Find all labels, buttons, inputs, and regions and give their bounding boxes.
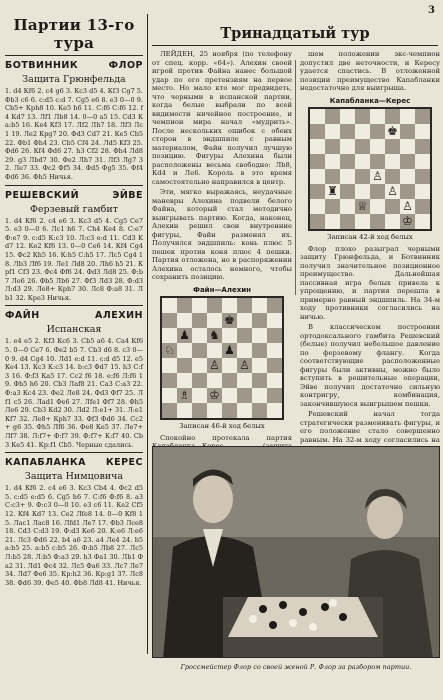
- board-square: [385, 199, 400, 214]
- board-square: [192, 298, 207, 313]
- board-square: [400, 139, 415, 154]
- board-subcaption: Записан 46-й ход белых: [179, 421, 265, 430]
- game-moves: 1. d4 Кf6 2. c4 e6 3. Кс3 Сb4 4. Фc2 d5 5. c:d5 e:d5 6. Сg5 h6 7. С:f6 Ф:f6 8. a3 С:c3+ 9. Ф:c3 0—0 10. e3 c6 11. Кe2 Сf5 12. Кf4 Кd7 13. Сe2 Лfe8 14. 0—0 Кf8 15. Лac1 Лac8 16. Лfd1 Лe7 17. Фb3 Лce8 18. Сd3 С:d3 19. Ф:d3 Кe6 20. К:e6 Л:e6 21. Лc3 Фd6 22. b4 a6 23. a4 Лe4 24. b5 a:b5 25. a:b5 c:b5 26. Ф:b5 Лb8 27. Лc5 Л:b5 28. Л:b5 Ф:a3 29. h3 Фa1 30. Лb1 Фa2 31. Лd1 Фc4 32. Лc5 Фa6 33. Лc7 Лe7 34. Лd7 Фe6 35. Кр:h2 36. Кр:g1 37. Лс8 38. Фd6 39. Фe5 40. Фb8 Лd8 41. Ничья.: [5, 484, 143, 587]
- board-square: [415, 184, 430, 199]
- board-square: [267, 343, 282, 358]
- board-square: [355, 214, 370, 229]
- board-square: [192, 403, 207, 418]
- black-player: ФЛОР: [108, 60, 143, 71]
- board-square: [222, 388, 237, 403]
- board-square: [177, 343, 192, 358]
- board-square: [355, 109, 370, 124]
- board-square: [310, 139, 325, 154]
- game-3: [5, 310, 143, 449]
- black-player: АЛЕХИН: [95, 310, 143, 322]
- board-square: [222, 328, 237, 343]
- press-photo: [152, 446, 440, 658]
- board-square: [325, 124, 340, 139]
- board-square: [385, 154, 400, 169]
- board-square: [207, 343, 222, 358]
- game-moves: 1. e4 e5 2. Кf3 Кс6 3. Сb5 a6 4. Сa4 Кf6 5. 0—0 Сe7 6. Фe2 b5 7. Сb3 d6 8. c3 0—0 9. d4 Сg4 10. Лd1 e:d 11. c:d d5 12. е5 Кe4 13. Кc3 К:c3 14. b:c3 Фd7 15. h3 С:f3 16. Ф:f3 Кa5 17. Сc2 f6 18. e:f6 Л:f6 19. Фh5 h6 20. Сb3 Лaf8 21. Сa3 С:а3 22. Ф:a3 Кc4 23. Фe2 Лe8 24. Фd3 Фf7 25. Лf1 c5 26. Лad1 Фe6 27. Лfe1 Фf7 28. Фh5 Лe6 29. Сb3 Кd2 30. Лd2 Л:e1+ 31. Л:e1 Кf7 32. Лe8+ Крh7 33. Фf3 Фd6 34. Сc2+ g6 35. Фh5 Лf6 36. Фe8 Кe5 37. Лe7+ Лf7 38. Л:f7+ Ф:f7 39. Ф:f7+ К:f7 40. Сb3 Кe5 41. Кр:f1 Сb5. Черные сдались.: [5, 337, 143, 449]
- board-square: [237, 343, 252, 358]
- board-square: [192, 388, 207, 403]
- board-square: [192, 313, 207, 328]
- board-square: [370, 154, 385, 169]
- board-square: [310, 124, 325, 139]
- board-square: [385, 109, 400, 124]
- article-paragraph: В классическом построении ортодоксального гамбита Решевский (белые) получил небольшое давление по ферзевому флангу. Когда соответствующие расположенные фигуры были активны, можно было вступить в решительные операции, Эйве получил достаточно сильную контригру, комбинация, закончившуюся выигрышем пешки.: [300, 323, 440, 408]
- board-square: [267, 358, 282, 373]
- board-square: [325, 214, 340, 229]
- board-square: [400, 109, 415, 124]
- board-square: [252, 403, 267, 418]
- board-square: [415, 214, 430, 229]
- chess-piece: ♙: [207, 358, 222, 373]
- title-rule: [152, 45, 438, 46]
- chess-piece: ♙: [237, 358, 252, 373]
- board-square: [222, 403, 237, 418]
- photo-caption: Гроссмейстер Флор со своей женой Р. Флор за разбором партии.: [180, 663, 412, 671]
- game-moves: 1. d4 Кf6 2. c4 g6 3. Кс3 d5 4. Кf3 Сg7 5. Фb3 c6 6. с:d5 c:d 7. Сg5 e6 8. e3 0—0 9. Сb5+ Крh8 10. Ке5 h6 11. С:f6 С:f6 12. f4 Кd7 13. Лf1 Лb8 14. 0—0 a5 15. Сd3 Ка:b5 16. Кe4 Кf3 17. Лf2 Лh7 18. Лf3 Лс1 19. Ле2 Кpg7 20. Фd3 Сd7 21. Кe5 Сb5 22. Фb1 Фh4 23. Сb5 Сf4 24. Лd5 Kf3 25. Фd6 26. Кf4 Фd6 27. h3 Сf2 28. Фh4 Лd8 29. g3 Лbd7 30. Фе2 Лh7 31. Лf3 Лg7 32. Лe7 33. Фс2 Фf5 34. Фd5 Фg5 35. Фf4 Фd6 36. Фh5 Ничья.: [5, 87, 143, 181]
- board-square: [325, 109, 340, 124]
- board-square: [237, 403, 252, 418]
- chess-piece: ♟: [222, 343, 237, 358]
- board-square: [340, 124, 355, 139]
- board-square: [237, 313, 252, 328]
- board-square: [162, 403, 177, 418]
- chess-piece: ♙: [370, 169, 385, 184]
- game-players: [5, 310, 143, 321]
- game-players: [5, 190, 143, 201]
- board-square: [267, 313, 282, 328]
- board-square: [370, 109, 385, 124]
- chess-piece: ♗: [177, 388, 192, 403]
- board-square: [162, 313, 177, 328]
- board-square: [222, 358, 237, 373]
- board-square: [252, 298, 267, 313]
- game-2: [5, 190, 143, 303]
- board-square: [192, 328, 207, 343]
- chess-piece: ♞: [207, 328, 222, 343]
- board-square: [415, 169, 430, 184]
- board-square: [252, 373, 267, 388]
- board-square: [162, 358, 177, 373]
- board-square: [252, 313, 267, 328]
- chess-piece: ♟: [177, 328, 192, 343]
- article-paragraph: шем положении экс-чемпион допустил две неточности, и Кересу удается спастись. В отложенной позиции преимущество Капабланки недостаточно для выигрыша.: [300, 50, 440, 92]
- games-column-title: Партии 13-го тура: [13, 16, 135, 52]
- chess-piece: ♙: [400, 199, 415, 214]
- board-square: [162, 388, 177, 403]
- inner-column-divider: [295, 60, 296, 295]
- page-number: 3: [428, 5, 435, 16]
- board-square: [385, 169, 400, 184]
- chess-piece: ♔: [207, 388, 222, 403]
- article-paragraph: Решевский начал тогда стратегически разменивать фигуры, и его положение стало совершенно равным. На 32-м ходу согласились на: [300, 410, 440, 444]
- column-divider: [147, 14, 148, 654]
- board-square: [192, 358, 207, 373]
- board-square: [355, 154, 370, 169]
- board-square: [237, 388, 252, 403]
- opening-name: Защита Грюнфельда: [22, 74, 126, 85]
- board-square: [162, 298, 177, 313]
- article-column-right: [300, 50, 440, 513]
- board-square: [267, 388, 282, 403]
- white-player: КАПАБЛАНКА: [5, 457, 86, 469]
- board-square: [355, 139, 370, 154]
- board-square: [340, 109, 355, 124]
- board-square: [162, 328, 177, 343]
- board-square: [400, 184, 415, 199]
- board-caption: Файн—Алехин: [193, 285, 251, 294]
- chess-piece: ♚: [385, 124, 400, 139]
- board-square: [340, 139, 355, 154]
- board-square: [177, 298, 192, 313]
- divider: [5, 305, 143, 306]
- white-player: РЕШЕВСКИЙ: [5, 189, 80, 201]
- board-square: [252, 328, 267, 343]
- board-square: [370, 184, 385, 199]
- article-paragraph: Спокойно протекала партия: [160, 433, 292, 442]
- photo-illustration: [153, 447, 440, 658]
- board-square: [385, 214, 400, 229]
- article-paragraph: ЛЕЙДЕН, 25 ноября (по телефону от спец. корр. «64»). Алехин своей игрой против Файна нанес большой удар по его претензиям на первое место. Но мало кто мог предвидеть, что черными в испанской партии, когда белые выбрали по всей видимости ничейное построение, и чемпион мира начал «мудрить». После нескольких ошибок с обеих сторон в эндшпиле с равным материалом, Файн получил лучшую позицию. Фигуры Алехина были расположены весьма свободно: Лb8, Кd4 и Лe6. Король в это время самостоятельно направился в центр.: [152, 50, 292, 186]
- divider: [5, 185, 143, 186]
- board-square: [310, 184, 325, 199]
- board-square: [267, 373, 282, 388]
- white-player: ФАЙН: [5, 310, 40, 322]
- board-square: [325, 139, 340, 154]
- board-square: [222, 373, 237, 388]
- board-square: [207, 298, 222, 313]
- board-square: [177, 358, 192, 373]
- board-square: [252, 343, 267, 358]
- board-square: [207, 313, 222, 328]
- game-players: [5, 457, 143, 468]
- board-square: [252, 358, 267, 373]
- chess-piece: ♚: [222, 313, 237, 328]
- board-square: [325, 169, 340, 184]
- game-moves: 1. d4 Кf6 2. с4 e6 3. Кс3 d5 4. Сg5 Ce7 5. e3 0—0 6. Лс1 h6 7. Сh4 Ке4 8. С:е7 Ф:е7 9. с:d5 К:с3 10. Л:с3 e:d 11. Сd3 Kd7 12. Кe2 Kf6 13. 0—0 Сe6 14. Кf4 Сg4 15. Фс2 Кh5 16. К:h5 С:h5 17. Лс5 Сg4 18. Лb3 Лf6 19. Ле1 Лd8 20. Лh6 h5 21. Крf1 Сf3 23. Фc4 Фf6 24. Фd3 Лd8 25. Ф:b7 Лe6 26. Фb5 Лb6 27. Фf3 Лd3 28. Ф:d3 Л:d3 29. Лe8+ Крh7 30. Лс8 Ф:а8 31. Лb1 32. Крe3 Ничья.: [5, 216, 143, 302]
- game-4: [5, 457, 143, 587]
- board-square: [267, 298, 282, 313]
- board-square: [415, 199, 430, 214]
- board-square: [237, 328, 252, 343]
- board-square: [237, 373, 252, 388]
- opening-name: Защита Нимцовича: [24, 471, 124, 483]
- board-square: [355, 169, 370, 184]
- board-square: [192, 373, 207, 388]
- board-square: [310, 214, 325, 229]
- board-square: [370, 124, 385, 139]
- board-square: [340, 199, 355, 214]
- divider: [5, 55, 143, 56]
- chess-piece: ♜: [325, 184, 340, 199]
- board-square: [162, 373, 177, 388]
- board-square: [415, 154, 430, 169]
- black-player: КЕРЕС: [105, 457, 143, 469]
- chess-diagram-fine-alekhine: [160, 296, 284, 420]
- game-players: [5, 60, 143, 71]
- board-square: [370, 139, 385, 154]
- board-square: [310, 154, 325, 169]
- board-square: [340, 214, 355, 229]
- board-square: [267, 403, 282, 418]
- board-square: [192, 343, 207, 358]
- divider: [5, 452, 143, 453]
- board-square: [267, 328, 282, 343]
- article-paragraph: Флор плохо разыграл черными защиту Грюнфельда, и Ботвинник получил значительное позиционное преимущество. Дальнейшая пассивная игра белых привела к упрощению, и партия перешла в примерно равный эндшпиль. На 34-м ходу противники согласились на ничью.: [300, 244, 440, 321]
- article-paragraph: Эти, мягко выражаясь, неудачные маневры Алехина подвели белого Файна, который стал методично выигрывать партию. Когда, наконец, Алехин решил свои внутренние фигуры, Файн разменял их. Получился эндшпиль: конь плюс 5 пешек против коня плюс 4 пешки. Партия отложена, но в распоряжении Алехина осталось немного, чтобы сохранить позицию.: [152, 188, 292, 281]
- chess-piece: ♔: [400, 214, 415, 229]
- chess-piece: ♕: [355, 199, 370, 214]
- game-1: [5, 60, 143, 182]
- board-square: [415, 109, 430, 124]
- board-square: [310, 199, 325, 214]
- games-column: [5, 16, 143, 587]
- board-square: [400, 124, 415, 139]
- board-square: [252, 388, 267, 403]
- board-caption: Капабланка—Керес: [329, 96, 411, 105]
- board-square: [325, 199, 340, 214]
- board-square: [370, 199, 385, 214]
- board-square: [222, 298, 237, 313]
- round-title: Тринадцатый тур: [220, 25, 370, 42]
- board-square: [237, 298, 252, 313]
- board-square: [177, 403, 192, 418]
- board-square: [400, 169, 415, 184]
- chess-diagram-capablanca-keres: [308, 107, 432, 231]
- board-square: [310, 169, 325, 184]
- board-square: [207, 373, 222, 388]
- board-square: [340, 154, 355, 169]
- board-square: [370, 214, 385, 229]
- board-square: [400, 154, 415, 169]
- board-square: [385, 139, 400, 154]
- chess-piece: ♙: [385, 184, 400, 199]
- board-square: [415, 124, 430, 139]
- board-square: [340, 169, 355, 184]
- chess-piece: ♘: [162, 343, 177, 358]
- board-square: [415, 139, 430, 154]
- board-square: [355, 184, 370, 199]
- board-square: [177, 373, 192, 388]
- board-square: [355, 124, 370, 139]
- article-column-left: [152, 50, 292, 495]
- board-square: [207, 403, 222, 418]
- black-player: ЭЙВЕ: [112, 189, 143, 201]
- board-subcaption: Записан 42-й ход белых: [327, 232, 413, 241]
- opening-name: Ферзевый гамбит: [30, 203, 118, 215]
- board-square: [310, 109, 325, 124]
- white-player: БОТВИННИК: [5, 60, 79, 71]
- board-square: [340, 184, 355, 199]
- opening-name: Испанская: [46, 324, 102, 336]
- board-square: [177, 313, 192, 328]
- board-square: [325, 154, 340, 169]
